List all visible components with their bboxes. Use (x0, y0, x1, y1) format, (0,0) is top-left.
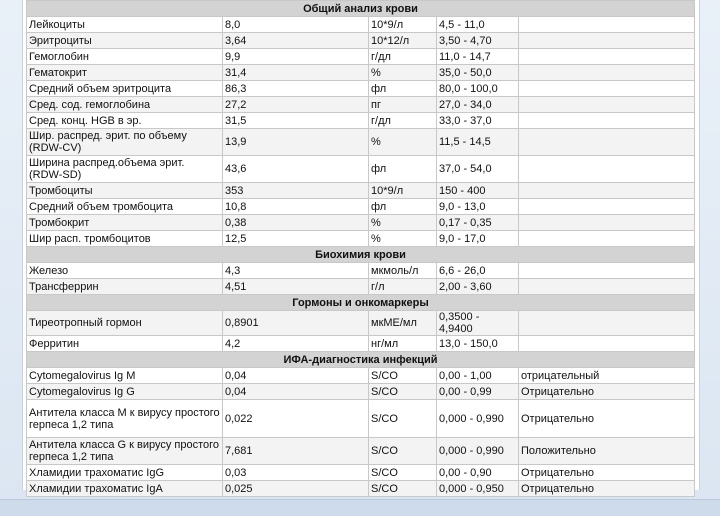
result-note: Отрицательно (519, 465, 695, 481)
test-unit: S/CO (369, 481, 437, 497)
test-unit: % (369, 65, 437, 81)
reference-range: 27,0 - 34,0 (437, 97, 519, 113)
test-value: 4,51 (223, 279, 369, 295)
reference-range: 150 - 400 (437, 183, 519, 199)
reference-range: 2,00 - 3,60 (437, 279, 519, 295)
result-note (519, 199, 695, 215)
test-value: 0,8901 (223, 311, 369, 336)
table-row (27, 97, 695, 113)
reference-range: 6,6 - 26,0 (437, 263, 519, 279)
reference-range: 11,5 - 14,5 (437, 129, 519, 156)
test-unit: фл (369, 156, 437, 183)
table-row (27, 156, 695, 183)
test-value: 8,0 (223, 17, 369, 33)
result-note (519, 65, 695, 81)
table-row (27, 311, 695, 336)
section-title: ИФА-диагностика инфекций (27, 352, 695, 368)
table-row (27, 481, 695, 497)
table-row (27, 81, 695, 97)
table-row (27, 129, 695, 156)
test-unit: г/дл (369, 49, 437, 65)
table-row (27, 368, 695, 384)
reference-range: 0,00 - 0,99 (437, 384, 519, 400)
test-unit: S/CO (369, 438, 437, 465)
reference-range: 4,5 - 11,0 (437, 17, 519, 33)
test-value: 7,681 (223, 438, 369, 465)
test-name: Эритроциты (27, 33, 223, 49)
reference-range: 3,50 - 4,70 (437, 33, 519, 49)
test-value: 0,04 (223, 384, 369, 400)
test-name: Тромбоциты (27, 183, 223, 199)
result-note (519, 33, 695, 49)
test-unit: нг/мл (369, 336, 437, 352)
result-note (519, 336, 695, 352)
table-row (27, 199, 695, 215)
result-note: Отрицательно (519, 481, 695, 497)
test-name: Хламидии трахоматис IgG (27, 465, 223, 481)
test-name: Тромбокрит (27, 215, 223, 231)
test-name: Сред. сод. гемоглобина (27, 97, 223, 113)
table-row (27, 336, 695, 352)
result-note (519, 156, 695, 183)
test-value: 9,9 (223, 49, 369, 65)
test-name: Железо (27, 263, 223, 279)
test-name: Хламидии трахоматис IgA (27, 481, 223, 497)
table-row (27, 65, 695, 81)
test-unit: мкМЕ/мл (369, 311, 437, 336)
test-unit: S/CO (369, 400, 437, 438)
test-unit: фл (369, 81, 437, 97)
test-unit: S/CO (369, 465, 437, 481)
test-unit: г/дл (369, 113, 437, 129)
test-unit: S/CO (369, 368, 437, 384)
test-unit: 10*9/л (369, 17, 437, 33)
table-row (27, 400, 695, 438)
reference-range: 80,0 - 100,0 (437, 81, 519, 97)
test-unit: 10*9/л (369, 183, 437, 199)
test-name: Антитела класса М к вирусу простого герпеса 1,2 типа (27, 400, 223, 438)
section-header (27, 295, 695, 311)
table-row (27, 17, 695, 33)
bottom-bar (0, 499, 720, 516)
table-row (27, 231, 695, 247)
result-note: Отрицательно (519, 384, 695, 400)
test-name: Ферритин (27, 336, 223, 352)
result-note: Отрицательно (519, 400, 695, 438)
reference-range: 35,0 - 50,0 (437, 65, 519, 81)
test-value: 0,025 (223, 481, 369, 497)
table-row (27, 113, 695, 129)
test-unit: 10*12/л (369, 33, 437, 49)
test-name: Трансферрин (27, 279, 223, 295)
section-title: Гормоны и онкомаркеры (27, 295, 695, 311)
test-name: Гематокрит (27, 65, 223, 81)
test-name: Лейкоциты (27, 17, 223, 33)
test-name: Cytomegalovirus Ig G (27, 384, 223, 400)
test-unit: фл (369, 199, 437, 215)
reference-range: 0,00 - 1,00 (437, 368, 519, 384)
test-unit: г/л (369, 279, 437, 295)
result-note (519, 97, 695, 113)
test-value: 0,03 (223, 465, 369, 481)
reference-range: 13,0 - 150,0 (437, 336, 519, 352)
test-name: Средний объем тромбоцита (27, 199, 223, 215)
test-name: Cytomegalovirus Ig M (27, 368, 223, 384)
reference-range: 0,000 - 0,990 (437, 400, 519, 438)
result-note (519, 81, 695, 97)
table-row (27, 438, 695, 465)
section-header (27, 1, 695, 17)
result-note (519, 17, 695, 33)
test-name: Тиреотропный гормон (27, 311, 223, 336)
result-note (519, 49, 695, 65)
test-unit: % (369, 129, 437, 156)
test-value: 353 (223, 183, 369, 199)
reference-range: 0,00 - 0,90 (437, 465, 519, 481)
reference-range: 9,0 - 17,0 (437, 231, 519, 247)
table-row (27, 384, 695, 400)
table-row (27, 263, 695, 279)
result-note (519, 311, 695, 336)
test-unit: S/CO (369, 384, 437, 400)
test-name: Гемоглобин (27, 49, 223, 65)
table-row (27, 183, 695, 199)
test-value: 4,3 (223, 263, 369, 279)
table-row (27, 279, 695, 295)
test-unit: пг (369, 97, 437, 113)
reference-range: 37,0 - 54,0 (437, 156, 519, 183)
table-row (27, 33, 695, 49)
test-name: Сред. конц. HGB в эр. (27, 113, 223, 129)
result-note (519, 231, 695, 247)
test-value: 10,8 (223, 199, 369, 215)
test-value: 43,6 (223, 156, 369, 183)
result-note: Положительно (519, 438, 695, 465)
reference-range: 0,000 - 0,990 (437, 438, 519, 465)
test-name: Антитела класса G к вирусу простого герпеса 1,2 типа (27, 438, 223, 465)
test-value: 0,022 (223, 400, 369, 438)
test-unit: % (369, 215, 437, 231)
reference-range: 11,0 - 14,7 (437, 49, 519, 65)
result-note (519, 113, 695, 129)
result-note (519, 129, 695, 156)
table-row (27, 215, 695, 231)
test-value: 27,2 (223, 97, 369, 113)
table-row (27, 49, 695, 65)
test-name: Шир. распред. эрит. по объему (RDW-CV) (27, 129, 223, 156)
test-value: 3,64 (223, 33, 369, 49)
test-name: Средний объем эритроцита (27, 81, 223, 97)
test-unit: мкмоль/л (369, 263, 437, 279)
result-note (519, 183, 695, 199)
test-value: 12,5 (223, 231, 369, 247)
result-note (519, 279, 695, 295)
test-value: 86,3 (223, 81, 369, 97)
lab-results-table (26, 0, 695, 497)
test-value: 0,04 (223, 368, 369, 384)
section-header (27, 247, 695, 263)
test-value: 4,2 (223, 336, 369, 352)
section-title: Биохимия крови (27, 247, 695, 263)
test-value: 13,9 (223, 129, 369, 156)
section-title: Общий анализ крови (27, 1, 695, 17)
section-header (27, 352, 695, 368)
test-unit: % (369, 231, 437, 247)
reference-range: 33,0 - 37,0 (437, 113, 519, 129)
reference-range: 9,0 - 13,0 (437, 199, 519, 215)
result-note (519, 215, 695, 231)
test-value: 0,38 (223, 215, 369, 231)
test-name: Ширина распред.объема эрит. (RDW-SD) (27, 156, 223, 183)
test-value: 31,4 (223, 65, 369, 81)
table-row (27, 465, 695, 481)
result-note: отрицательный (519, 368, 695, 384)
reference-range: 0,17 - 0,35 (437, 215, 519, 231)
reference-range: 0,000 - 0,950 (437, 481, 519, 497)
reference-range: 0,3500 - 4,9400 (437, 311, 519, 336)
test-value: 31,5 (223, 113, 369, 129)
result-note (519, 263, 695, 279)
test-name: Шир расп. тромбоцитов (27, 231, 223, 247)
